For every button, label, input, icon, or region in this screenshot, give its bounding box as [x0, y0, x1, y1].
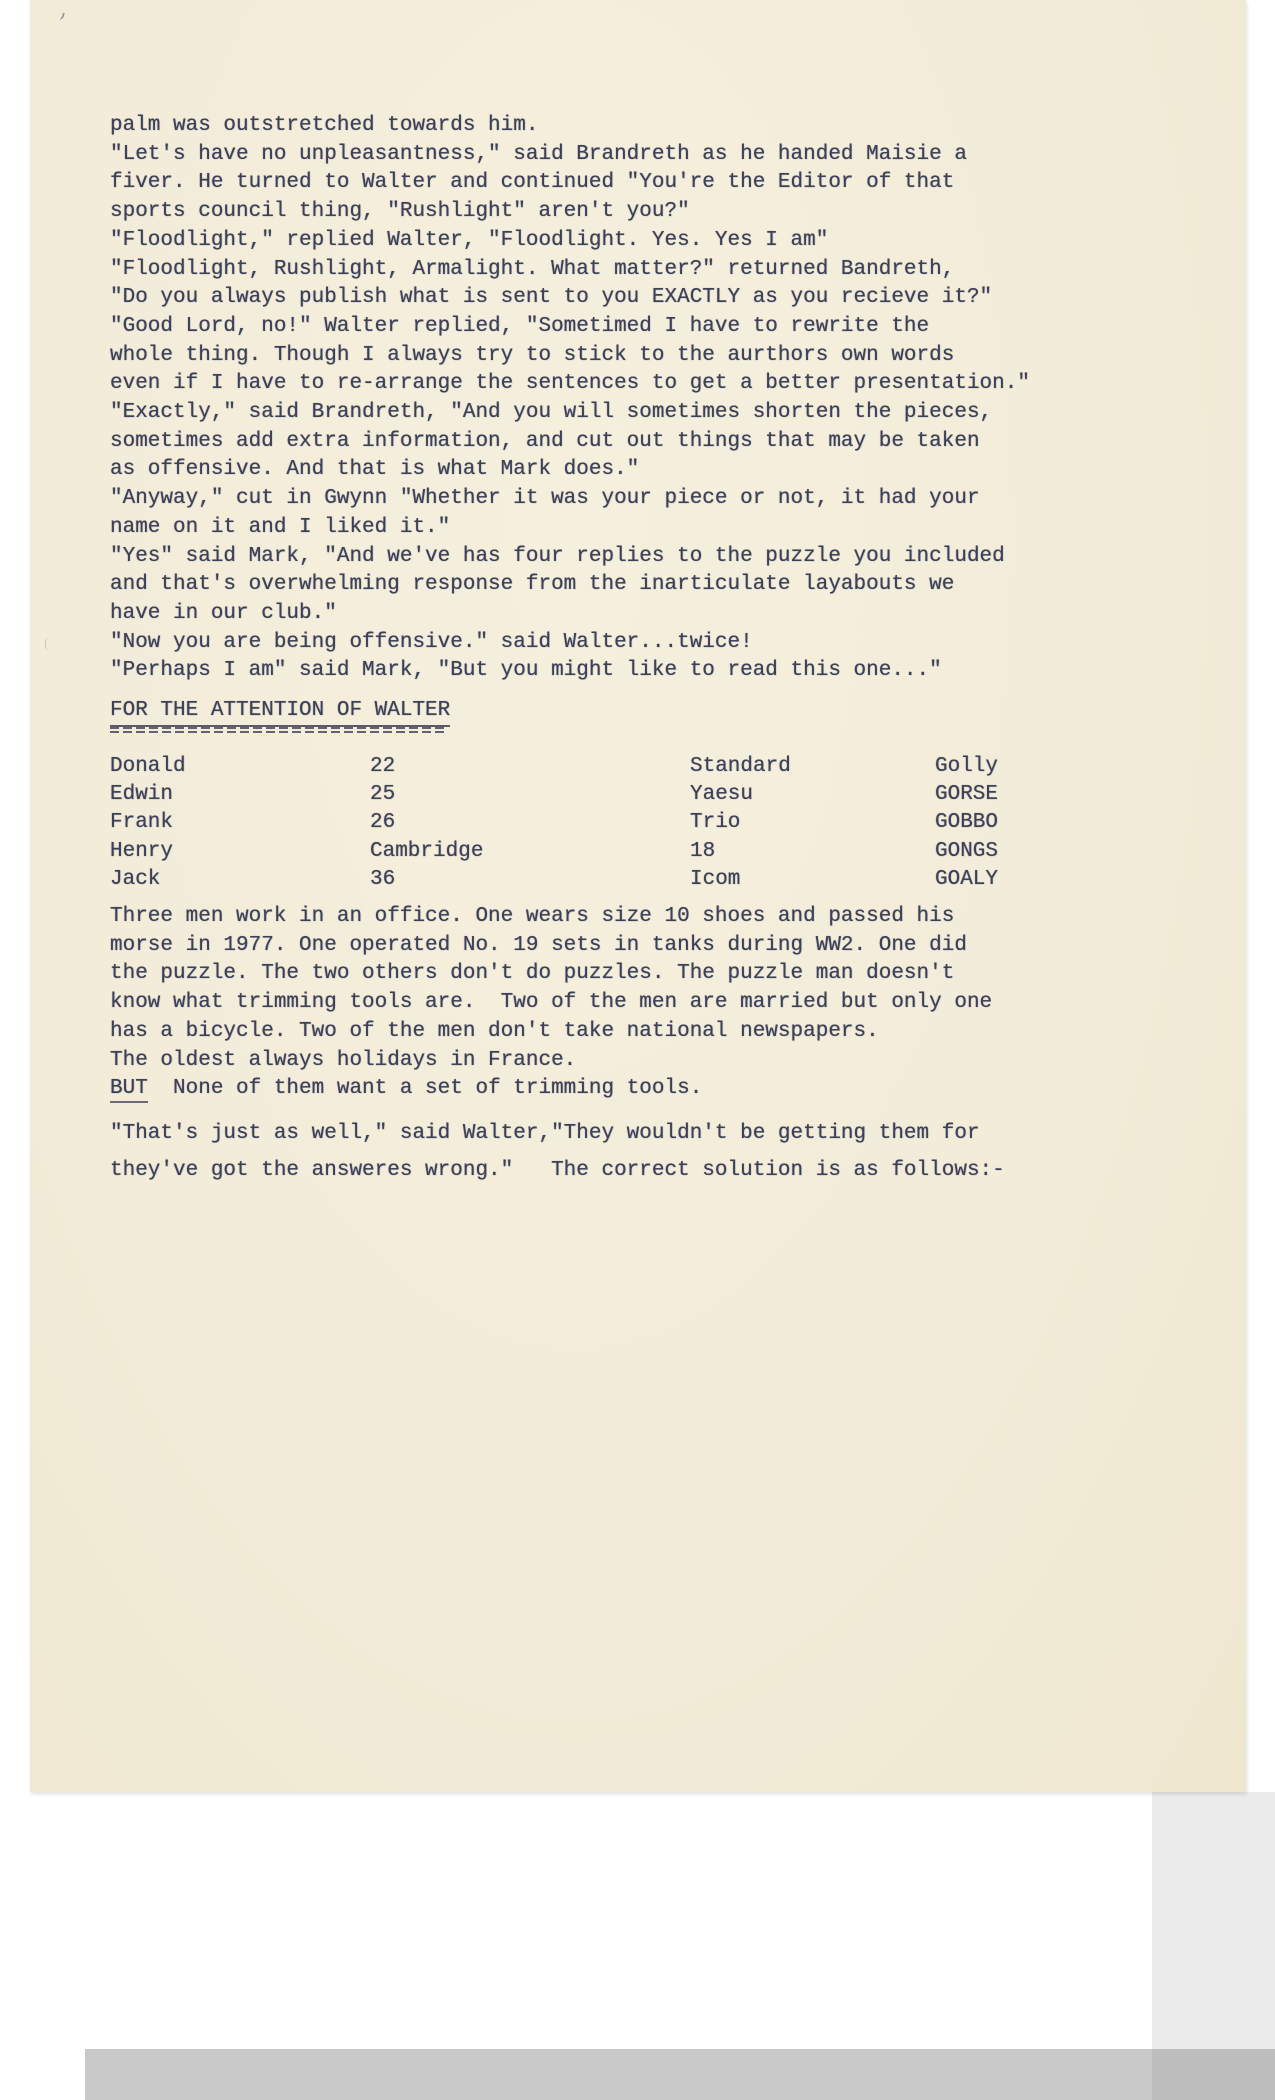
text-line: the puzzle. The two others don't do puzzles. The puzzle man doesn't	[110, 962, 955, 986]
table-cell-3: 18	[690, 839, 716, 863]
table-cell-4: GONGS	[935, 839, 999, 863]
puzzle-paragraph	[110, 903, 1110, 1075]
table-cell-name: Frank	[110, 811, 174, 835]
table-cell-2: 26	[370, 811, 396, 835]
text-line: has a bicycle. Two of the men don't take national newspapers.	[110, 1019, 879, 1043]
text-line: "That's just as well," said Walter,"They wouldn't be getting them for	[110, 1122, 980, 1145]
text-line: "Floodlight, Rushlight, Armalight. What matter?" returned Bandreth,	[110, 257, 955, 281]
text-line: "Good Lord, no!" Walter replied, "Sometimed I have to rewrite the	[110, 314, 930, 338]
text-line: Three men work in an office. One wears size 10 shoes and passed his	[110, 905, 955, 929]
scan-artifact	[56, 11, 65, 20]
table-row	[110, 838, 1110, 866]
text-line: "Let's have no unpleasantness," said Brandreth as he handed Maisie a	[110, 142, 967, 166]
text-line: even if I have to re-arrange the sentences to get a better presentation."	[110, 372, 1030, 396]
text-line: name on it and I liked it."	[110, 515, 451, 539]
text-line: know what trimming tools are. Two of the men are married but only one	[110, 991, 993, 1015]
but-underlined: BUT	[110, 1077, 148, 1103]
heading-row	[110, 686, 1110, 727]
table-cell-name: Edwin	[110, 783, 174, 807]
table-cell-name: Donald	[110, 755, 186, 779]
text-line: morse in 1977. One operated No. 19 sets in tanks during WW2. One did	[110, 933, 967, 957]
scan-background-corner	[1152, 2049, 1275, 2100]
table-cell-4: GORSE	[935, 783, 999, 807]
scanned-page	[30, 0, 1246, 1792]
text-line: fiver. He turned to Walter and continued "You're the Editor of that	[110, 171, 955, 195]
table-row	[110, 866, 1110, 894]
puzzle-table	[110, 753, 1110, 894]
table-cell-4: Golly	[935, 755, 999, 779]
closing-paragraph	[110, 1116, 1110, 1189]
text-line: The oldest always holidays in France.	[110, 1048, 577, 1072]
table-cell-4: GOBBO	[935, 811, 999, 835]
table-cell-4: GOALY	[935, 867, 999, 891]
scan-background-bottom	[85, 2049, 1275, 2100]
text-line: have in our club."	[110, 601, 337, 625]
text-line: whole thing. Though I always try to stick to the aurthors own words	[110, 343, 955, 367]
text-line: palm was outstretched towards him.	[110, 114, 539, 137]
table-cell-2: 25	[370, 783, 396, 807]
text-line: "Yes" said Mark, "And we've has four replies to the puzzle you included	[110, 544, 1005, 568]
text-line: "Perhaps I am" said Mark, "But you might like to read this one..."	[110, 659, 942, 683]
section-heading: FOR THE ATTENTION OF WALTER	[110, 699, 450, 727]
table-cell-3: Trio	[690, 811, 741, 835]
table-row	[110, 809, 1110, 837]
table-row	[110, 753, 1110, 781]
table-cell-3: Standard	[690, 755, 791, 779]
text-line: and that's overwhelming response from the inarticulate layabouts we	[110, 573, 955, 597]
text-line: "Floodlight," replied Walter, "Floodlight. Yes. Yes I am"	[110, 228, 829, 252]
typewritten-content	[110, 112, 1110, 1189]
table-cell-2: Cambridge	[370, 839, 484, 863]
but-line	[110, 1075, 1110, 1104]
text-line: "Now you are being offensive." said Walter...twice!	[110, 630, 753, 654]
text-line: "Exactly," said Brandreth, "And you will sometimes shorten the pieces,	[110, 401, 993, 425]
table-cell-2: 36	[370, 867, 396, 891]
scan-artifact	[45, 638, 50, 650]
text-line: they've got the answeres wrong." The correct solution is as follows:-	[110, 1158, 1005, 1182]
text-line: as offensive. And that is what Mark does."	[110, 458, 640, 482]
table-cell-name: Henry	[110, 839, 174, 863]
text-line: "Do you always publish what is sent to you EXACTLY as you recieve it?"	[110, 286, 993, 310]
story-paragraph	[110, 112, 1110, 686]
table-cell-name: Jack	[110, 867, 161, 891]
table-row	[110, 781, 1110, 809]
text-line: sometimes add extra information, and cut out things that may be taken	[110, 429, 980, 453]
text-line: "Anyway," cut in Gwynn "Whether it was your piece or not, it had your	[110, 487, 980, 511]
table-cell-3: Icom	[690, 867, 741, 891]
table-cell-3: Yaesu	[690, 783, 754, 807]
text-line: sports council thing, "Rushlight" aren't you?"	[110, 200, 690, 224]
table-cell-2: 22	[370, 755, 396, 779]
but-rest: None of them want a set of trimming tools.	[147, 1077, 703, 1101]
